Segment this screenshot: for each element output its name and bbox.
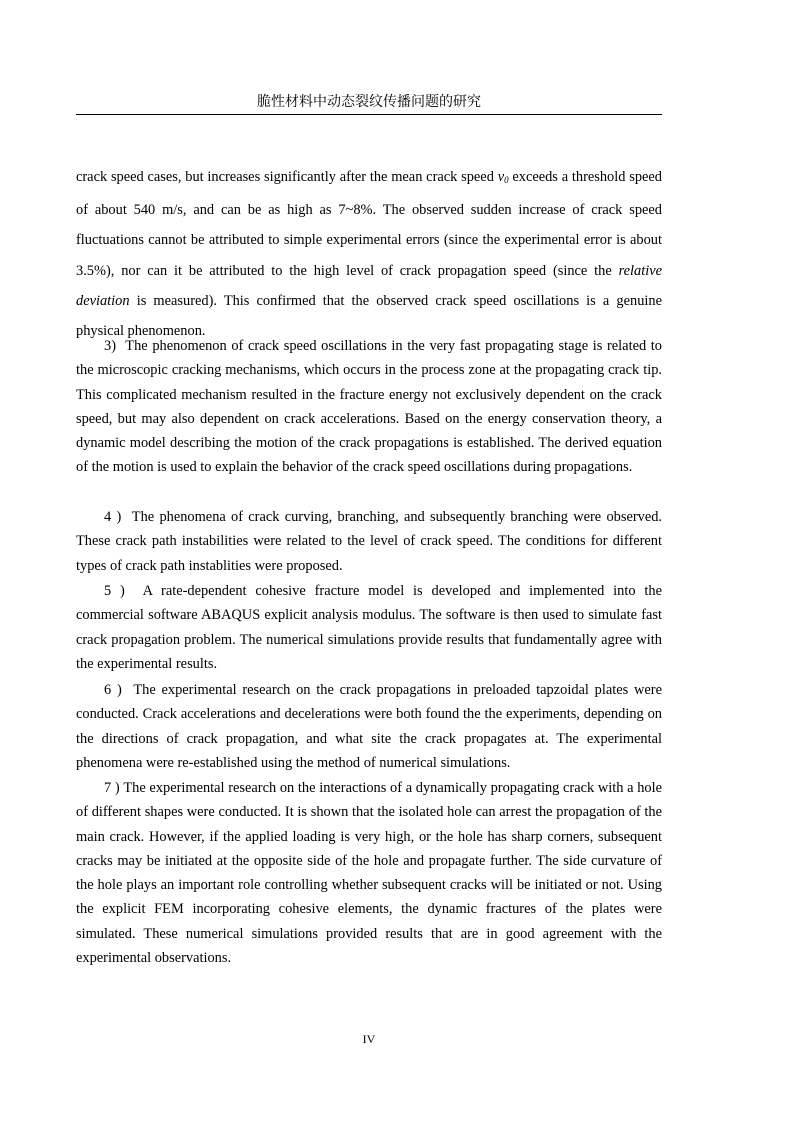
paragraph-item-5: 5 ) A rate-dependent cohesive fracture model is developed and implemented into the commercial software ABAQUS explicit analysis modulus. The software is then used to simulate fast crack propagation problem. The numerical simulations provide results that fundamentally agree with the experimental results. — [76, 583, 662, 672]
paragraph-item-7: 7 ) The experimental research on the interactions of a dynamically propagating crack with a hole of different shapes were conducted. It is shown that the isolated hole can arrest the propagation of the main crack. However, if the applied loading is very high, or the hole has sharp corners, subsequent cracks may be initiated at the opposite side of the hole and propagate further. The side curvature of the hole plays an important role controlling whether subsequent cracks will be initiated or not. Using the explicit FEM incorporating cohesive elements, the dynamic fractures of the plates were simulated. These numerical simulations provided results that are in good agreement with the experimental observations. — [76, 780, 662, 967]
mean-crack-speed-subscript: 0 — [504, 175, 509, 185]
italic-term: relative deviation — [76, 262, 662, 309]
paragraph-item-6: 6 ) The experimental research on the crack propagations in preloaded tapzoidal plates were conducted. Crack accelerations and decelerations were both found the the experiments, depending on the directions of crack propagation, and what site the crack propagates at. The experimental phenomena were re-established using the method of numerical simulations. — [76, 682, 662, 771]
paragraph-text: exceeds a threshold speed of about 540 m/s, and can be as high as 7~8%. The observed sudden increase of crack speed fluctuations cannot be attributed to simple experimental errors (since the experimental error is about 3.5%), nor can it be attributed to the high level of crack propagation speed (since the — [76, 169, 663, 279]
paragraph-item-3: 3) The phenomenon of crack speed oscillations in the very fast propagating stage is related to the microscopic cracking mechanisms, which occurs in the process zone at the propagating crack tip. This complicated mechanism resulted in the fracture energy not exclusively dependent on the crack speed, but may also dependent on crack accelerations. Based on the energy conservation theory, a dynamic model describing the motion of the crack propagations is established. The derived equation of the motion is used to explain the behavior of the crack speed oscillations during propagations. — [76, 338, 662, 476]
paragraph-item-4: 4 ) The phenomena of crack curving, branching, and subsequently branching were observed. These crack path instabilities were related to the level of crack speed. The conditions for different types of crack path instablities were proposed. — [76, 509, 662, 574]
page-number: IV — [362, 1032, 376, 1046]
paragraph-text: crack speed cases, but increases significantly after the mean crack speed — [76, 169, 498, 185]
mean-crack-speed-symbol: v — [497, 169, 505, 185]
header-rule — [76, 114, 662, 115]
running-header: 脆性材料中动态裂纹传播问题的研究 — [257, 94, 481, 110]
paragraph-text: is measured). This confirmed that the observed crack speed oscillations is a genuine physical phenomenon. — [76, 292, 662, 340]
paragraph-continued — [76, 162, 662, 346]
